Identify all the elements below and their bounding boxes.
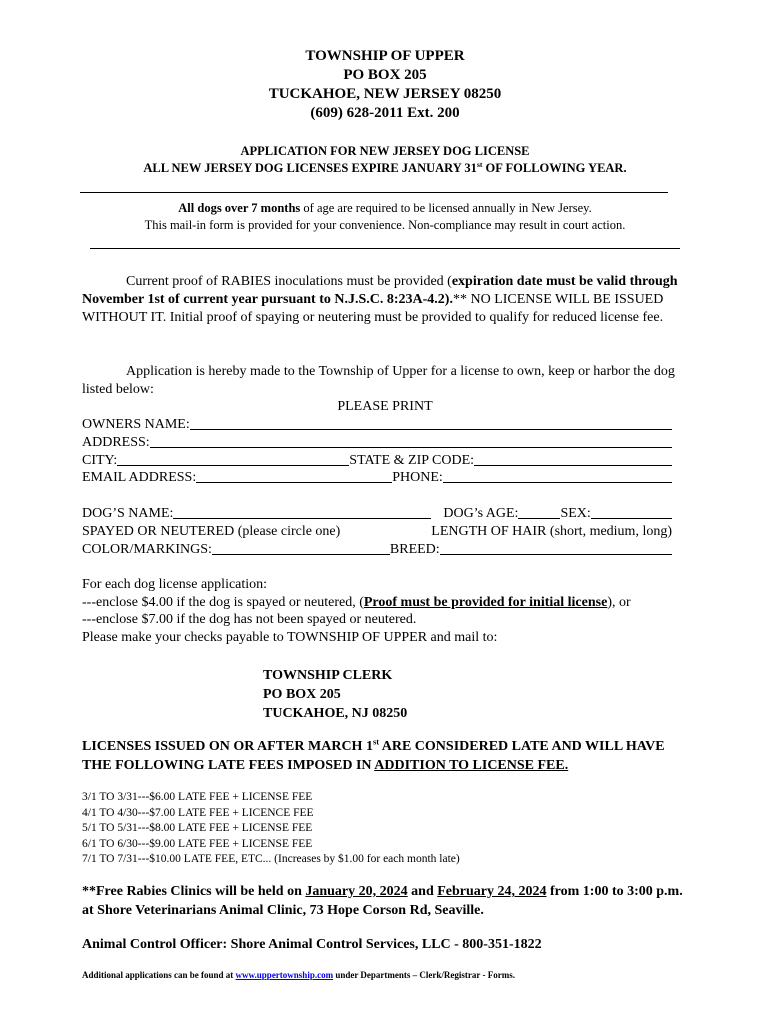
application-text: Application is hereby made to the Township of Upper for a license to own, keep or harbor the dog listed below: xyxy=(82,364,675,397)
clinic-date-2: February 24, 2024 xyxy=(437,884,547,899)
late-fee-list xyxy=(82,790,692,868)
spayed-hair-row xyxy=(82,523,672,541)
separator-line xyxy=(80,192,668,193)
rabies-clinics-notice xyxy=(82,882,692,920)
late-warning-sup: st xyxy=(372,737,380,747)
fees-intro: For each dog license application: xyxy=(82,577,268,592)
late-warning-underlined: ADDITION TO LICENSE FEE. xyxy=(374,758,569,773)
phone-label: PHONE: xyxy=(392,470,443,485)
rabies-paragraph xyxy=(82,273,688,327)
city-row xyxy=(82,452,672,470)
license-notice xyxy=(0,200,770,234)
fees-unspayed-line: ---enclose $7.00 if the dog has not been spayed or neutered. xyxy=(82,612,417,627)
township-website-link[interactable]: www.uppertownship.com xyxy=(235,970,334,980)
state-zip-label: STATE & ZIP CODE: xyxy=(349,453,475,468)
rabies-bold: expiration date must be valid through November 1st of current year pursuant to N.J.S.C. 8:23A-4.2). xyxy=(82,274,678,307)
owners-name-label: OWNERS NAME: xyxy=(82,417,190,432)
email-label: EMAIL ADDRESS: xyxy=(82,470,197,485)
spayed-neutered-label[interactable]: SPAYED OR NEUTERED (please circle one) xyxy=(82,524,341,539)
dogs-name-row xyxy=(82,505,672,523)
clerk-address xyxy=(263,666,407,723)
fees-spayed-line xyxy=(82,594,692,612)
township-phone: (609) 628-2011 Ext. 200 xyxy=(310,105,460,121)
color-breed-row xyxy=(82,541,672,559)
email-field[interactable] xyxy=(196,469,392,483)
clinics-text: **Free Rabies Clinics will be held on xyxy=(82,884,306,899)
late-fee-item: 3/1 TO 3/31---$6.00 LATE FEE + LICENSE FEE xyxy=(82,791,313,803)
expire-sup: st xyxy=(476,159,483,169)
expire-text-end: OF FOLLOWING YEAR. xyxy=(482,161,627,175)
rabies-text: Current proof of RABIES inoculations must be provided ( xyxy=(126,274,452,289)
application-paragraph xyxy=(82,363,688,399)
clerk-city: TUCKAHOE, NJ 08250 xyxy=(263,706,408,721)
breed-field[interactable] xyxy=(440,541,672,555)
color-markings-label: COLOR/MARKINGS: xyxy=(82,542,212,557)
notice-line2: This mail-in form is provided for your convenience. Non-compliance may result in court action. xyxy=(144,218,626,232)
dogs-name-label: DOG’S NAME: xyxy=(82,506,174,521)
fees-spayed-end: ), or xyxy=(607,594,631,610)
please-print-label: PLEASE PRINT xyxy=(337,399,433,414)
address-row xyxy=(82,434,672,452)
fees-spayed-text: ---enclose $4.00 if the dog is spayed or neutered, ( xyxy=(82,594,364,610)
late-warning-text-mid: ARE CONSIDERED LATE AND WILL HAVE THE FOLLOWING LATE FEES IMPOSED IN xyxy=(82,739,665,773)
late-fee-item: 4/1 TO 4/30---$7.00 LATE FEE + LICENCE FEE xyxy=(82,806,314,819)
notice-line1 xyxy=(0,200,770,217)
township-po-box: PO BOX 205 xyxy=(343,67,427,83)
clerk-title: TOWNSHIP CLERK xyxy=(263,668,393,683)
phone-field[interactable] xyxy=(443,469,672,483)
dogs-age-label: DOG’s AGE: xyxy=(443,506,519,521)
footer-note xyxy=(82,969,692,981)
color-markings-field[interactable] xyxy=(212,541,390,555)
footer-text-end: under Departments – Clerk/Registrar - Forms. xyxy=(333,970,515,980)
late-warning-text: LICENSES ISSUED ON OR AFTER MARCH 1 xyxy=(82,739,373,754)
late-fee-item: 5/1 TO 5/31---$8.00 LATE FEE + LICENSE FEE xyxy=(82,822,313,834)
animal-control-officer: Animal Control Officer: Shore Animal Control Services, LLC - 800-351-1822 xyxy=(82,937,542,952)
application-title-line1: APPLICATION FOR NEW JERSEY DOG LICENSE xyxy=(240,144,530,158)
footer-text: Additional applications can be found at xyxy=(82,970,236,980)
notice-bold: All dogs over 7 months xyxy=(178,201,301,215)
fees-proof-text: Proof must be provided for initial license xyxy=(363,594,608,610)
township-header xyxy=(0,47,770,123)
email-row xyxy=(82,469,672,487)
late-fee-item: 7/1 TO 7/31---$10.00 LATE FEE, ETC... (Increases by $1.00 for each month late) xyxy=(82,853,460,865)
state-zip-field[interactable] xyxy=(474,452,672,466)
hair-length-label[interactable]: LENGTH OF HAIR (short, medium, long) xyxy=(431,524,672,539)
late-fee-warning xyxy=(82,737,692,775)
application-title-line2 xyxy=(0,160,770,177)
late-fee-item: 6/1 TO 6/30---$9.00 LATE FEE + LICENSE FEE xyxy=(82,837,313,850)
breed-label: BREED: xyxy=(389,542,440,557)
township-city: TUCKAHOE, NEW JERSEY 08250 xyxy=(268,86,502,102)
owners-name-field[interactable] xyxy=(190,416,672,430)
owners-name-row xyxy=(82,416,672,434)
city-label: CITY: xyxy=(82,453,118,468)
address-field[interactable] xyxy=(150,434,672,448)
fees-block xyxy=(82,576,692,646)
sex-label: SEX: xyxy=(560,506,591,521)
fees-payable-line: Please make your checks payable to TOWNSHIP OF UPPER and mail to: xyxy=(82,629,498,645)
clinics-and: and xyxy=(407,884,438,899)
clinic-date-1: January 20, 2024 xyxy=(305,884,408,899)
expire-text: ALL NEW JERSEY DOG LICENSES EXPIRE JANUARY 31 xyxy=(143,161,477,175)
city-field[interactable] xyxy=(117,452,349,466)
separator-line xyxy=(90,248,680,249)
sex-field[interactable] xyxy=(591,505,672,519)
clinics-location: from 1:00 to 3:00 p.m. at Shore Veterinarians Animal Clinic, 73 Hope Corson Rd, Seaville. xyxy=(82,884,683,918)
application-title xyxy=(0,143,770,177)
notice-rest: of age are required to be licensed annually in New Jersey. xyxy=(300,201,592,215)
dogs-age-field[interactable] xyxy=(518,505,560,519)
township-name: TOWNSHIP OF UPPER xyxy=(305,48,465,64)
dogs-name-field[interactable] xyxy=(173,505,431,519)
rabies-text-end: ** NO LICENSE WILL BE ISSUED WITHOUT IT. Initial proof of spaying or neutering must be provided to qualify for reduced license fee. xyxy=(82,292,664,325)
clerk-po-box: PO BOX 205 xyxy=(263,687,341,702)
address-label: ADDRESS: xyxy=(82,435,150,450)
